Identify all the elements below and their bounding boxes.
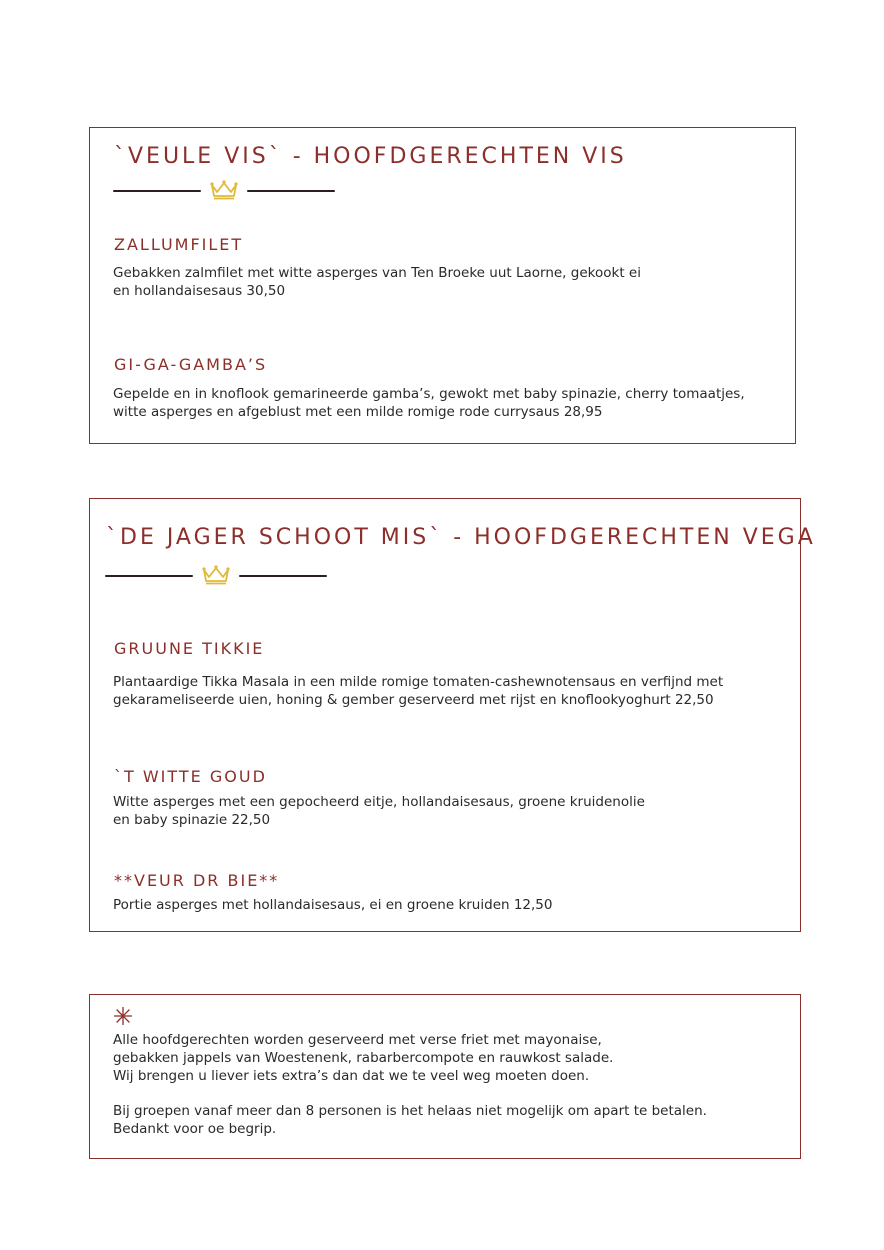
section-vega-frame (89, 498, 801, 932)
dish-name-zallumfilet: ZALLUMFILET (114, 235, 244, 254)
dish-description-line: Portie asperges met hollandaisesaus, ei en groene kruiden 12,50 (113, 897, 553, 913)
divider-line-left (105, 575, 193, 577)
dish-description-gruune-tikkie (113, 673, 723, 709)
divider-line-left (113, 190, 201, 192)
section-title-vega: `DE JAGER SCHOOT MIS` - HOOFDGERECHTEN VEGA (106, 525, 816, 550)
dish-name-gruune-tikkie: GRUUNE TIKKIE (114, 639, 265, 658)
notice-line: Bij groepen vanaf meer dan 8 personen is het helaas niet mogelijk om apart te betalen. (113, 1103, 707, 1119)
dish-description-zallumfilet (113, 264, 641, 300)
notice-line: Bedankt voor oe begrip. (113, 1121, 277, 1137)
dish-description-line: gekarameliseerde uien, honing & gember geserveerd met rijst en knoflookyoghurt 22,50 (113, 692, 714, 708)
section-title-vis: `VEULE VIS` - HOOFDGERECHTEN VIS (114, 144, 627, 169)
divider-line-right (239, 575, 327, 577)
notice-line: Alle hoofdgerechten worden geserveerd met verse friet met mayonaise, (113, 1032, 602, 1048)
crown-icon (201, 564, 231, 586)
dish-description-line: en hollandaisesaus 30,50 (113, 283, 286, 299)
dish-description-line: Gebakken zalmfilet met witte asperges van Ten Broeke uut Laorne, gekookt ei (113, 265, 641, 281)
dish-name-veur-dr-bie: **VEUR DR BIE** (114, 871, 280, 890)
crown-icon (209, 179, 239, 201)
section-divider-vis (113, 181, 335, 201)
notice-paragraph-groups (113, 1102, 707, 1138)
dish-description-t-witte-goud (113, 793, 645, 829)
asterisk-star-icon (113, 1006, 133, 1026)
notice-line: gebakken jappels van Woestenenk, rabarbercompote en rauwkost salade. (113, 1050, 614, 1066)
divider-line-right (247, 190, 335, 192)
dish-description-line: Witte asperges met een gepocheerd eitje, hollandaisesaus, groene kruidenolie (113, 794, 645, 810)
notice-line: Wij brengen u liever iets extra’s dan dat we te veel weg moeten doen. (113, 1068, 590, 1084)
notice-paragraph-serving (113, 1031, 613, 1085)
dish-name-t-witte-goud: `T WITTE GOUD (114, 767, 267, 786)
dish-description-gi-ga-gambas (113, 385, 745, 421)
dish-description-veur-dr-bie (113, 896, 553, 914)
dish-description-line: en baby spinazie 22,50 (113, 812, 271, 828)
dish-name-gi-ga-gambas: GI-GA-GAMBA’S (114, 355, 268, 374)
dish-description-line: witte asperges en afgeblust met een milde romige rode currysaus 28,95 (113, 404, 603, 420)
dish-description-line: Plantaardige Tikka Masala in een milde romige tomaten-cashewnotensaus en verfijnd met (113, 674, 724, 690)
dish-description-line: Gepelde en in knoflook gemarineerde gamba’s, gewokt met baby spinazie, cherry tomaatjes, (113, 386, 745, 402)
section-divider-vega (105, 566, 327, 586)
